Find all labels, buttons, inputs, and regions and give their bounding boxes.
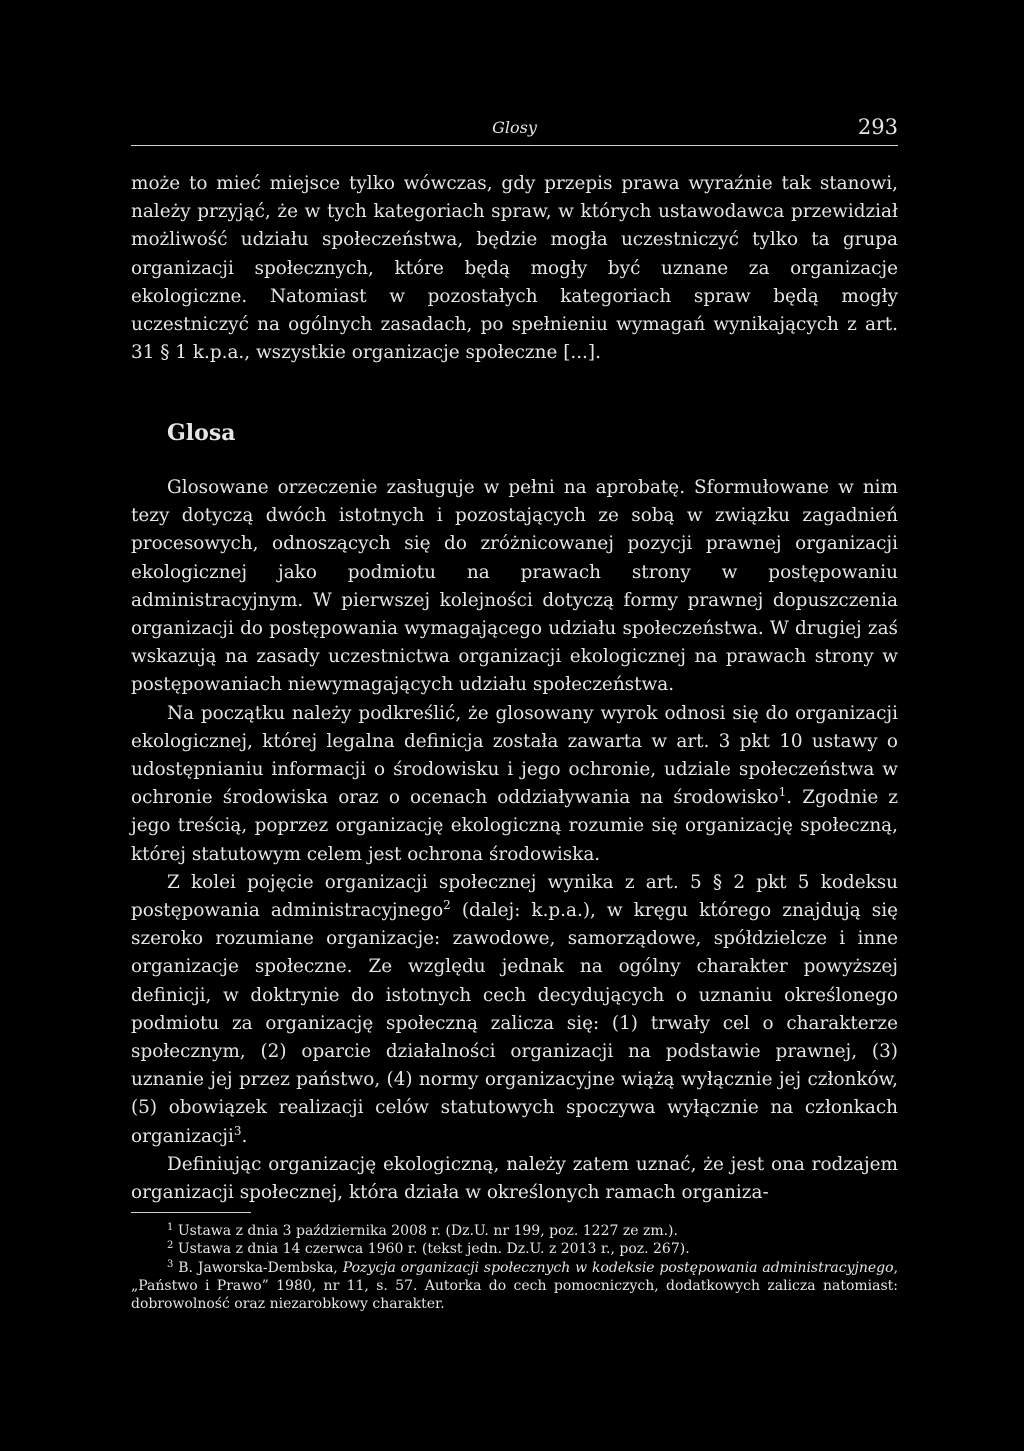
footnote-number-2: 2 bbox=[167, 1240, 174, 1252]
quoted-passage bbox=[131, 170, 898, 367]
paragraph-2 bbox=[131, 700, 898, 869]
footnote-2-text: Ustawa z dnia 14 czerwca 1960 r. (tekst jedn. Dz.U. z 2013 r., poz. 267). bbox=[177, 1241, 690, 1258]
footnote-3 bbox=[131, 1259, 898, 1314]
footnote-3-title: Pozycja organizacji społecznych w kodeksie postępowania administracyjnego bbox=[342, 1259, 894, 1276]
section-title: Glosa bbox=[167, 420, 236, 446]
footnote-3-text: , „Państwo i Prawo” 1980, nr 11, s. 57. Autorka do cech pomocniczych, dodatkowych zalicza natomiast: dobrowolność oraz niezarobkowy charakter. bbox=[131, 1259, 899, 1313]
page-header bbox=[131, 115, 898, 146]
quote-paragraph: może to mieć miejsce tylko wówczas, gdy przepis prawa wyraźnie tak stanowi, należy przyjąć, że w tych kategoriach spraw, w których ustawodawca przewidział możliwość udziału społeczeństwa, będzie mogła uczestniczyć tylko ta grupa organizacji społecznych, które będą mogły być uznane za organizacje ekologiczne. Natomiast w pozostałych kategoriach spraw będą mogły uczestniczyć na ogólnych zasadach, po spełnieniu wymagań wynikających z art. 31 § 1 k.p.a., wszystkie organizacje społeczne [...]. bbox=[131, 173, 898, 364]
paragraph-4: Definiując organizację ekologiczną, należy zatem uznać, że jest ona rodzajem organizacji społecznej, która działa w określonych ramach organiza- bbox=[131, 1153, 898, 1204]
footnote-ref-2[interactable]: 2 bbox=[443, 898, 451, 913]
footnote-number-3: 3 bbox=[167, 1258, 174, 1270]
page-number: 293 bbox=[857, 115, 898, 139]
footnote-1-text: Ustawa z dnia 3 października 2008 r. (Dz.U. nr 199, poz. 1227 ze zm.). bbox=[177, 1223, 678, 1239]
running-head: Glosy bbox=[492, 118, 537, 137]
footnote-separator bbox=[131, 1212, 251, 1213]
section-body bbox=[131, 474, 898, 1207]
footnote-1 bbox=[131, 1222, 898, 1240]
paragraph-1: Glosowane orzeczenie zasługuje w pełni na aprobatę. Sformułowane w nim tezy dotyczą dwóch istotnych i pozostających ze sobą w związku zagadnień procesowych, odnoszących się do zróżnicowanej pozycji prawnej organizacji ekologicznej jako podmiotu na prawach strony w postępowaniu administracyjnym. W pierwszej kolejności dotyczą formy prawnej dopuszczenia organizacji do postępowania wymagającego udziału społeczeństwa. W drugiej zaś wskazują na zasady uczestnictwa organizacji ekologicznej na prawach strony w postępowaniach niewymagających udziału społeczeństwa. bbox=[131, 477, 898, 696]
footnote-2 bbox=[131, 1240, 898, 1258]
footnote-3-author: B. Jaworska-Dembska, bbox=[178, 1259, 343, 1276]
paragraph-2-text-a: Na początku należy podkreślić, że glosowany wyrok odnosi się do organizacji ekologicznej, której legalna definicja została zawarta w art. 3 pkt 10 ustawy o udostępnianiu informacji o środowisku i jego ochronie, udziale społeczeństwa w ochronie środowiska oraz o ocenach oddziaływania na środowisko bbox=[131, 702, 898, 809]
footnote-number-1: 1 bbox=[167, 1222, 174, 1233]
paragraph-3-text-c: . bbox=[241, 1125, 248, 1147]
footnote-ref-1[interactable]: 1 bbox=[778, 785, 787, 800]
paragraph-3-text-b: (dalej: k.p.a.), w kręgu którego znajdują się szeroko rozumiane organizacje: zawodowe, samorządowe, spółdzielcze i inne organizacje społeczne. Ze względu jednak na ogólny charakter powyższej definicji, w doktrynie do istotnych cech decydujących o uznaniu określonego podmiotu za organizację społeczną zalicza się: (1) trwały cel o charakterze społecznym, (2) oparcie działalności organizacji na podstawie prawnej, (3) uznanie jej przez państwo, (4) normy organizacyjne wiążą wyłącznie jej członków, (5) obowiązek realizacji celów statutowych spoczywa wyłącznie na członkach organizacji bbox=[131, 900, 898, 1147]
paragraph-2-text-b: . Zgodnie z jego treścią, poprzez organizację ekologiczną rozumie się organizację społeczną, której statutowym celem jest ochrona środowiska. bbox=[131, 787, 899, 865]
footnotes bbox=[131, 1222, 898, 1313]
paragraph-3-text-a: Z kolei pojęcie organizacji społecznej wynika z art. 5 § 2 pkt 5 kodeksu postępowania administracyjnego bbox=[131, 871, 898, 922]
footnote-ref-3[interactable]: 3 bbox=[233, 1123, 242, 1138]
paragraph-3 bbox=[131, 869, 898, 1151]
